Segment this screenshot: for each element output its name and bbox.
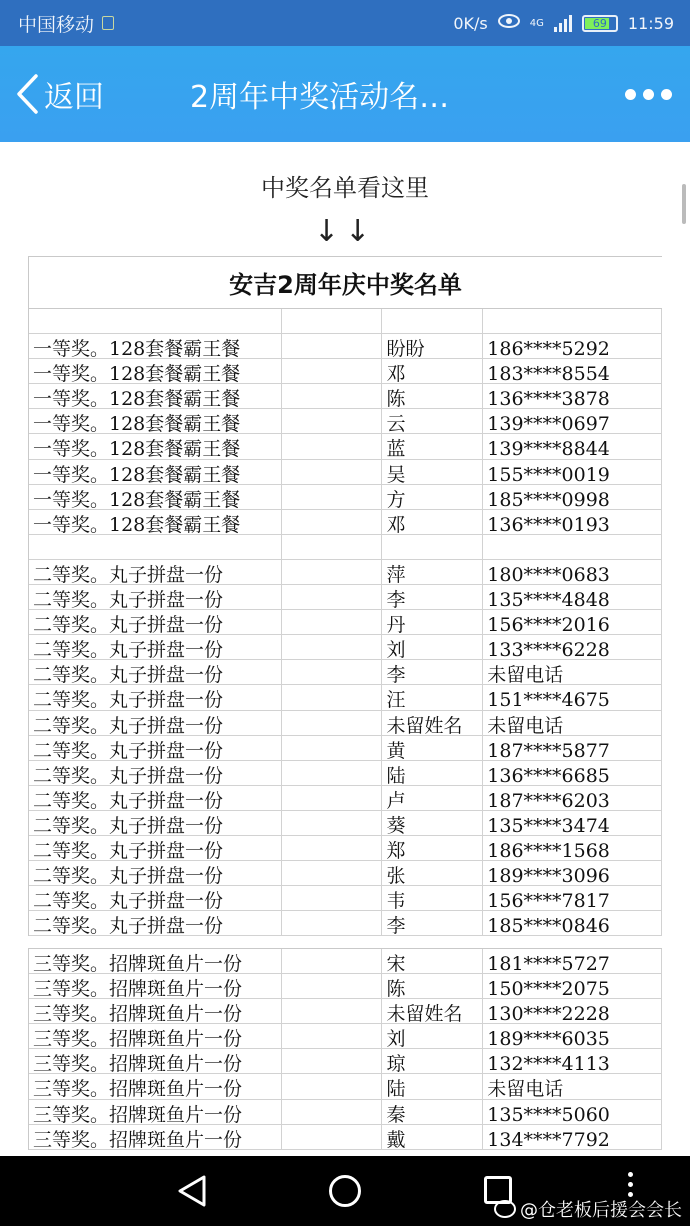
phone-cell: 185****0998	[483, 485, 662, 510]
phone-cell: 183****8554	[483, 359, 662, 384]
table-row	[29, 309, 662, 334]
prize-cell: 一等奖。128套餐霸王餐	[29, 384, 282, 409]
table-row	[29, 635, 662, 660]
table-row	[29, 1049, 662, 1074]
name-cell: 刘	[382, 635, 483, 660]
prize-cell: 一等奖。128套餐霸王餐	[29, 409, 282, 434]
phone-cell: 136****3878	[483, 384, 662, 409]
prize-cell: 一等奖。128套餐霸王餐	[29, 334, 282, 359]
table-row	[29, 585, 662, 610]
name-cell: 萍	[382, 560, 483, 585]
name-cell: 郑	[382, 836, 483, 861]
dot-icon	[628, 1172, 633, 1177]
prize-cell: 三等奖。招牌斑鱼片一份	[29, 1049, 282, 1074]
scrollbar[interactable]	[682, 184, 686, 224]
prize-cell: 三等奖。招牌斑鱼片一份	[29, 1100, 282, 1125]
eye-icon	[498, 13, 520, 33]
name-cell: 陈	[382, 384, 483, 409]
empty-cell	[282, 999, 383, 1024]
table-row	[29, 560, 662, 585]
prize-cell: 二等奖。丸子拼盘一份	[29, 635, 282, 660]
empty-cell	[282, 861, 383, 886]
phone-cell: 133****6228	[483, 635, 662, 660]
prize-cell: 二等奖。丸子拼盘一份	[29, 761, 282, 786]
empty-cell	[282, 711, 383, 736]
dot-icon	[628, 1182, 633, 1187]
second-prize-list	[29, 560, 662, 936]
empty-cell	[282, 974, 383, 999]
name-cell: 卢	[382, 786, 483, 811]
name-cell: 宋	[382, 949, 483, 974]
phone-cell: 189****3096	[483, 861, 662, 886]
prize-cell: 三等奖。招牌斑鱼片一份	[29, 974, 282, 999]
table-row	[29, 786, 662, 811]
network-type: 4G	[529, 17, 544, 29]
prize-cell: 三等奖。招牌斑鱼片一份	[29, 1125, 282, 1150]
watermark-text: @仓老板后援会会长	[520, 1200, 682, 1221]
first-prize-list	[29, 334, 662, 535]
table-row	[29, 1024, 662, 1049]
name-cell: 盼盼	[382, 334, 483, 359]
name-cell: 张	[382, 861, 483, 886]
table-row	[29, 384, 662, 409]
prize-cell: 二等奖。丸子拼盘一份	[29, 560, 282, 585]
empty-cell	[282, 585, 383, 610]
name-cell: 邓	[382, 359, 483, 384]
name-cell: 云	[382, 409, 483, 434]
phone-cell: 未留电话	[483, 1074, 662, 1099]
phone-cell: 130****2228	[483, 999, 662, 1024]
table-row	[29, 535, 662, 560]
caption-text: 中奖名单看这里	[261, 174, 429, 202]
prize-cell: 二等奖。丸子拼盘一份	[29, 610, 282, 635]
clock: 11:59	[627, 13, 674, 33]
phone-cell: 136****6685	[483, 761, 662, 786]
empty-cell	[282, 334, 383, 359]
table-row	[29, 811, 662, 836]
network-speed: 0K/s	[453, 13, 488, 33]
prize-cell: 一等奖。128套餐霸王餐	[29, 510, 282, 535]
prize-cell: 二等奖。丸子拼盘一份	[29, 886, 282, 911]
name-cell: 未留姓名	[382, 999, 483, 1024]
phone-cell: 181****5727	[483, 949, 662, 974]
third-prize-list	[29, 949, 662, 1150]
table-row	[29, 409, 662, 434]
name-cell: 刘	[382, 1024, 483, 1049]
winners-sheet	[28, 256, 662, 936]
name-cell: 李	[382, 585, 483, 610]
phone-cell: 139****0697	[483, 409, 662, 434]
table-row	[29, 999, 662, 1024]
empty-cell	[282, 460, 383, 485]
phone-cell: 155****0019	[483, 460, 662, 485]
phone-cell: 135****3474	[483, 811, 662, 836]
table-row	[29, 334, 662, 359]
down-arrows-icon: ↓↓	[313, 214, 377, 249]
phone-cell: 139****8844	[483, 434, 662, 459]
phone-cell: 186****5292	[483, 334, 662, 359]
table-row	[29, 610, 662, 635]
prize-cell: 三等奖。招牌斑鱼片一份	[29, 949, 282, 974]
empty-cell	[282, 836, 383, 861]
empty-cell	[282, 1074, 383, 1099]
phone-cell: 134****7792	[483, 1125, 662, 1150]
empty-cell	[282, 1100, 383, 1125]
empty-cell	[282, 560, 383, 585]
phone-cell: 186****1568	[483, 836, 662, 861]
signal-icon	[554, 14, 572, 32]
empty-cell	[282, 811, 383, 836]
name-cell: 黄	[382, 736, 483, 761]
prize-cell: 一等奖。128套餐霸王餐	[29, 359, 282, 384]
phone-cell: 135****4848	[483, 585, 662, 610]
carrier-name: 中国移动	[18, 13, 95, 36]
name-cell: 戴	[382, 1125, 483, 1150]
empty-cell	[282, 786, 383, 811]
phone-cell: 187****5877	[483, 736, 662, 761]
article-content[interactable]	[0, 142, 690, 1156]
name-cell: 韦	[382, 886, 483, 911]
name-cell: 汪	[382, 685, 483, 710]
phone-cell: 132****4113	[483, 1049, 662, 1074]
nav-home-button[interactable]	[329, 1175, 361, 1207]
name-cell: 吴	[382, 460, 483, 485]
table-row	[29, 660, 662, 685]
name-cell: 邓	[382, 510, 483, 535]
empty-cell	[282, 635, 383, 660]
phone-cell: 150****2075	[483, 974, 662, 999]
sim-icon	[102, 16, 114, 30]
table-row	[29, 886, 662, 911]
empty-cell	[282, 384, 383, 409]
table-row	[29, 974, 662, 999]
dot-icon	[643, 89, 654, 100]
empty-cell	[282, 1049, 383, 1074]
table-row	[29, 485, 662, 510]
phone-cell: 185****0846	[483, 911, 662, 936]
weibo-icon	[494, 1200, 516, 1218]
table-row	[29, 1125, 662, 1150]
phone-cell: 151****4675	[483, 685, 662, 710]
phone-cell: 180****0683	[483, 560, 662, 585]
empty-cell	[282, 911, 383, 936]
empty-cell	[282, 660, 383, 685]
empty-cell	[282, 685, 383, 710]
table-row	[29, 460, 662, 485]
table-row	[29, 434, 662, 459]
empty-cell	[282, 610, 383, 635]
prize-cell: 二等奖。丸子拼盘一份	[29, 685, 282, 710]
name-cell: 李	[382, 911, 483, 936]
table-row	[29, 836, 662, 861]
prize-cell: 一等奖。128套餐霸王餐	[29, 434, 282, 459]
app-header	[0, 46, 690, 142]
name-cell: 方	[382, 485, 483, 510]
phone-cell: 未留电话	[483, 711, 662, 736]
prize-cell: 二等奖。丸子拼盘一份	[29, 836, 282, 861]
name-cell: 陈	[382, 974, 483, 999]
prize-cell: 三等奖。招牌斑鱼片一份	[29, 1074, 282, 1099]
page-title: 2周年中奖活动名…	[190, 80, 450, 115]
table-row	[29, 685, 662, 710]
name-cell: 秦	[382, 1100, 483, 1125]
back-button[interactable]	[14, 46, 104, 142]
prize-cell: 二等奖。丸子拼盘一份	[29, 736, 282, 761]
prize-cell: 一等奖。128套餐霸王餐	[29, 485, 282, 510]
table-row	[29, 949, 662, 974]
table-row	[29, 1100, 662, 1125]
status-bar	[0, 0, 690, 46]
navigation-bar	[0, 1156, 690, 1226]
empty-cell	[282, 510, 383, 535]
battery-icon	[582, 15, 618, 32]
empty-cell	[282, 949, 383, 974]
table-row	[29, 510, 662, 535]
name-cell: 李	[382, 660, 483, 685]
sheet-title: 安吉2周年庆中奖名单	[29, 257, 662, 309]
empty-cell	[282, 886, 383, 911]
phone-cell: 156****7817	[483, 886, 662, 911]
dot-icon	[661, 89, 672, 100]
prize-cell: 二等奖。丸子拼盘一份	[29, 660, 282, 685]
watermark	[494, 1196, 682, 1222]
name-cell: 琼	[382, 1049, 483, 1074]
prize-cell: 二等奖。丸子拼盘一份	[29, 811, 282, 836]
triangle-back-icon	[176, 1174, 208, 1208]
chevron-left-icon	[14, 72, 40, 116]
prize-cell: 三等奖。招牌斑鱼片一份	[29, 999, 282, 1024]
table-row	[29, 736, 662, 761]
phone-cell: 136****0193	[483, 510, 662, 535]
prize-cell: 二等奖。丸子拼盘一份	[29, 911, 282, 936]
prize-cell: 三等奖。招牌斑鱼片一份	[29, 1024, 282, 1049]
more-options-button[interactable]	[625, 46, 672, 142]
nav-back-button[interactable]	[176, 1174, 208, 1212]
table-row	[29, 359, 662, 384]
table-row	[29, 711, 662, 736]
back-label: 返回	[44, 80, 104, 115]
empty-cell	[282, 359, 383, 384]
prize-cell: 二等奖。丸子拼盘一份	[29, 585, 282, 610]
name-cell: 陆	[382, 761, 483, 786]
table-row	[29, 911, 662, 936]
phone-cell: 135****5060	[483, 1100, 662, 1125]
table-row	[29, 1074, 662, 1099]
empty-cell	[282, 1024, 383, 1049]
prize-cell: 二等奖。丸子拼盘一份	[29, 711, 282, 736]
battery-level: 69	[592, 16, 607, 30]
table-row	[29, 861, 662, 886]
prize-cell: 二等奖。丸子拼盘一份	[29, 786, 282, 811]
name-cell: 未留姓名	[382, 711, 483, 736]
prize-cell: 一等奖。128套餐霸王餐	[29, 460, 282, 485]
empty-cell	[282, 485, 383, 510]
empty-cell	[282, 409, 383, 434]
name-cell: 蓝	[382, 434, 483, 459]
phone-cell: 未留电话	[483, 660, 662, 685]
name-cell: 葵	[382, 811, 483, 836]
nav-menu-button[interactable]	[628, 1172, 633, 1197]
winners-sheet-continued	[28, 948, 662, 1150]
empty-cell	[282, 1125, 383, 1150]
phone-cell: 187****6203	[483, 786, 662, 811]
dot-icon	[625, 89, 636, 100]
phone-cell: 189****6035	[483, 1024, 662, 1049]
empty-cell	[282, 736, 383, 761]
empty-cell	[282, 434, 383, 459]
table-row	[29, 761, 662, 786]
prize-cell: 二等奖。丸子拼盘一份	[29, 861, 282, 886]
phone-cell: 156****2016	[483, 610, 662, 635]
name-cell: 丹	[382, 610, 483, 635]
name-cell: 陆	[382, 1074, 483, 1099]
empty-cell	[282, 761, 383, 786]
